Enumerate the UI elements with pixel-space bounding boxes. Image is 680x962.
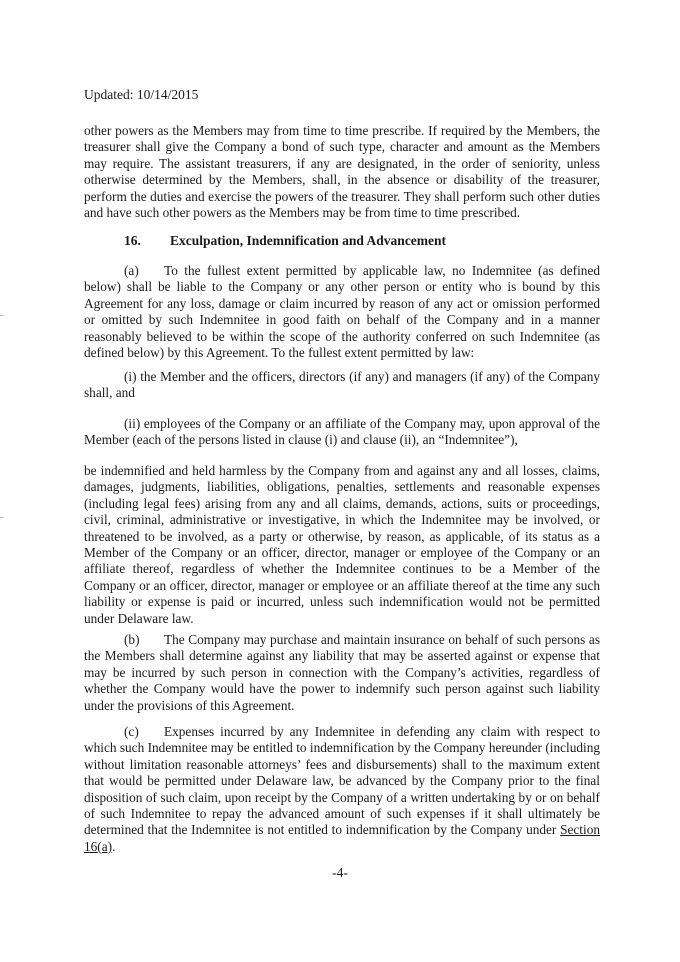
paragraph-a-label: (a) bbox=[124, 263, 139, 278]
paragraph-a-text: To the fullest extent permitted by applicable law, no Indemnitee (as defined below) shall be liable to the Company or any other person or entity who is bound by this Agreement for any loss, damage or claim incurred by reason of any act or omission performed or omitted by such Indemnitee in good faith on behalf of the Company and in a manner reasonably believed to be within the scope of the authority conferred on such Indemnitee (as defined below) by this Agreement. To the fullest extent permitted by law: bbox=[84, 263, 600, 361]
updated-date: Updated: 10/14/2015 bbox=[84, 87, 199, 102]
paragraph-a bbox=[84, 263, 600, 361]
page-number: -4- bbox=[332, 865, 348, 880]
paragraph-indemnification-continued: be indemnified and held harmless by the Company from and against any and all losses, claims, damages, judgments, liabilities, obligations, penalties, settlements and reasonable expenses (including legal fees) arising from any and all claims, demands, actions, suits or proceedings, civil, criminal, administrative or investigative, in which the Indemnitee may be involved, or threatened to be involved, as a party or otherwise, by reason, as applicable, of its status as a Member of the Company or an officer, director, manager or employee of the Company or an affiliate thereof, regardless of whether the Indemnitee continues to be a Member of the Company or an officer, director, manager or employee or an affiliate thereof at the time any such liability or expense is paid or incurred, unless such indemnification would not be permitted under Delaware law. bbox=[84, 463, 600, 626]
paragraph-clause-i: (i) the Member and the officers, directors (if any) and managers (if any) of the Company shall, and bbox=[84, 369, 600, 401]
paragraph-b-label: (b) bbox=[124, 632, 140, 647]
paragraph-c-text: Expenses incurred by any Indemnitee in defending any claim with respect to which such Indemnitee may be entitled to indemnification by the Company hereunder (including without limitation reasonable attorneys’ fees and disbursements) shall to the maximum extent that would be permitted under Delaware law, be advanced by the Company prior to the final disposition of such claim, upon receipt by the Company of a written undertaking by or on behalf of such Indemnitee to repay the advanced amount of such expenses if it shall ultimately be determined that the Indemnitee is not entitled to indemnification by the Company under bbox=[84, 724, 600, 838]
paragraph-clause-ii: (ii) employees of the Company or an affiliate of the Company may, upon approval of the Member (each of the persons listed in clause (i) and clause (ii), an “Indemnitee”), bbox=[84, 416, 600, 448]
section-number: 16. bbox=[124, 233, 141, 248]
paragraph-c-end: . bbox=[112, 838, 116, 854]
paragraph-b-text: The Company may purchase and maintain insurance on behalf of such persons as the Members shall determine against any liability that may be asserted against or expense that may be incurred by such person in connection with the Company’s activities, regardless of whether the Company would have the power to indemnify such person against such liability under the provisions of this Agreement. bbox=[84, 632, 600, 713]
paragraph-c bbox=[84, 724, 600, 855]
section-title: Exculpation, Indemnification and Advancement bbox=[170, 233, 447, 248]
paragraph-treasurer-powers: other powers as the Members may from time to time prescribe. If required by the Members, the treasurer shall give the Company a bond of such type, character and amount as the Members may require. The assistant treasurers, if any are designated, in the order of seniority, unless otherwise determined by the Members, shall, in the absence or disability of the treasurer, perform the duties and exercise the powers of the treasurer. They shall perform such other duties and have such other powers as the Members may be from time to time prescribed. bbox=[84, 123, 600, 221]
scan-margin-mark bbox=[0, 315, 4, 316]
scan-margin-mark bbox=[0, 517, 4, 518]
section-heading bbox=[124, 232, 446, 250]
section-16a-reference: Section 16(a) bbox=[84, 822, 600, 854]
paragraph-c-label: (c) bbox=[124, 724, 139, 739]
paragraph-b bbox=[84, 632, 600, 714]
